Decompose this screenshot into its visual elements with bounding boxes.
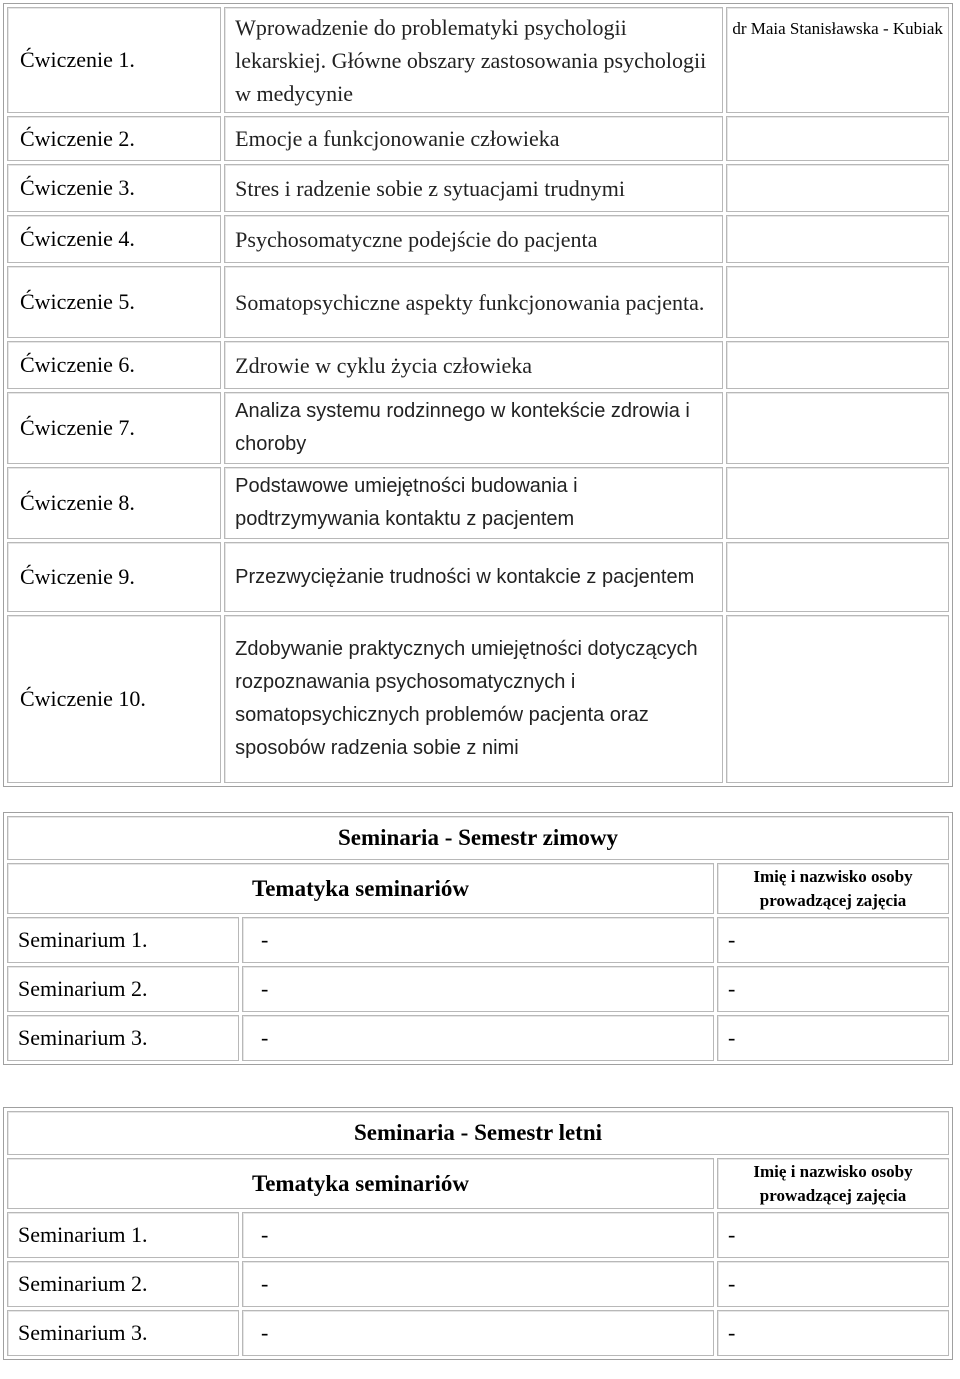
seminar-topic: - [242, 1015, 714, 1061]
exercise-topic: Emocje a funkcjonowanie człowieka [224, 116, 723, 161]
exercise-label: Ćwiczenie 10. [7, 615, 221, 783]
instructor-cell-empty [726, 392, 949, 464]
instructor-cell-empty [726, 467, 949, 539]
instructor-cell-empty [726, 615, 949, 783]
exercise-topic: Stres i radzenie sobie z sytuacjami trudnymi [224, 164, 723, 212]
topics-header: Tematyka seminariów [7, 863, 714, 914]
table-row [7, 1261, 949, 1307]
seminar-label: Seminarium 2. [7, 966, 239, 1012]
seminar-label: Seminarium 1. [7, 1212, 239, 1258]
exercise-topic: Podstawowe umiejętności budowania i podtrzymywania kontaktu z pacjentem [224, 467, 723, 539]
table-title: Seminaria - Semestr zimowy [7, 816, 949, 860]
seminar-topic: - [242, 1261, 714, 1307]
exercise-row [7, 164, 949, 212]
instructor-cell-empty [726, 341, 949, 389]
instructor-name: dr Maia Stanisławska - Kubiak [726, 7, 949, 113]
exercise-label: Ćwiczenie 6. [7, 341, 221, 389]
seminar-instructor: - [717, 966, 949, 1012]
table-row [7, 1212, 949, 1258]
instructor-cell-empty [726, 266, 949, 338]
exercise-topic: Analiza systemu rodzinnego w kontekście zdrowia i choroby [224, 392, 723, 464]
exercise-topic: Psychosomatyczne podejście do pacjenta [224, 215, 723, 263]
exercise-row [7, 116, 949, 161]
exercise-row [7, 266, 949, 338]
exercise-label: Ćwiczenie 9. [7, 542, 221, 612]
exercise-label: Ćwiczenie 2. [7, 116, 221, 161]
table-row [7, 966, 949, 1012]
exercise-row [7, 542, 949, 612]
exercise-topic: Wprowadzenie do problematyki psychologii lekarskiej. Główne obszary zastosowania psychologii w medycynie [224, 7, 723, 113]
instructor-cell-empty [726, 164, 949, 212]
seminars-winter-table [3, 812, 953, 1065]
seminar-instructor: - [717, 1015, 949, 1061]
exercise-label: Ćwiczenie 1. [7, 7, 221, 113]
seminar-topic: - [242, 966, 714, 1012]
exercise-label: Ćwiczenie 3. [7, 164, 221, 212]
seminar-instructor: - [717, 1310, 949, 1356]
instructor-cell-empty [726, 116, 949, 161]
seminar-topic: - [242, 1310, 714, 1356]
instructor-header: Imię i nazwisko osoby prowadzącej zajęcia [717, 863, 949, 914]
seminar-instructor: - [717, 1212, 949, 1258]
seminar-label: Seminarium 2. [7, 1261, 239, 1307]
exercise-topic: Somatopsychiczne aspekty funkcjonowania pacjenta. [224, 266, 723, 338]
exercise-topic: Zdrowie w cyklu życia człowieka [224, 341, 723, 389]
instructor-header: Imię i nazwisko osoby prowadzącej zajęcia [717, 1158, 949, 1209]
seminar-label: Seminarium 3. [7, 1015, 239, 1061]
table-title: Seminaria - Semestr letni [7, 1111, 949, 1155]
seminars-summer-table [3, 1107, 953, 1360]
exercise-row [7, 7, 949, 113]
exercise-label: Ćwiczenie 8. [7, 467, 221, 539]
exercise-topic: Zdobywanie praktycznych umiejętności dotyczących rozpoznawania psychosomatycznych i somatopsychicznych problemów pacjenta oraz sposobów radzenia sobie z nimi [224, 615, 723, 783]
seminar-label: Seminarium 1. [7, 917, 239, 963]
exercise-label: Ćwiczenie 5. [7, 266, 221, 338]
instructor-cell-empty [726, 542, 949, 612]
topics-header: Tematyka seminariów [7, 1158, 714, 1209]
seminar-topic: - [242, 917, 714, 963]
exercise-row [7, 467, 949, 539]
instructor-cell-empty [726, 215, 949, 263]
exercise-row [7, 215, 949, 263]
exercise-topic: Przezwyciężanie trudności w kontakcie z pacjentem [224, 542, 723, 612]
table-row [7, 917, 949, 963]
seminar-instructor: - [717, 1261, 949, 1307]
exercise-label: Ćwiczenie 4. [7, 215, 221, 263]
table-row [7, 1310, 949, 1356]
exercises-table [3, 3, 953, 787]
seminar-instructor: - [717, 917, 949, 963]
exercise-row [7, 341, 949, 389]
seminar-label: Seminarium 3. [7, 1310, 239, 1356]
table-row [7, 1015, 949, 1061]
seminar-topic: - [242, 1212, 714, 1258]
exercise-label: Ćwiczenie 7. [7, 392, 221, 464]
exercise-row [7, 615, 949, 783]
exercise-row [7, 392, 949, 464]
